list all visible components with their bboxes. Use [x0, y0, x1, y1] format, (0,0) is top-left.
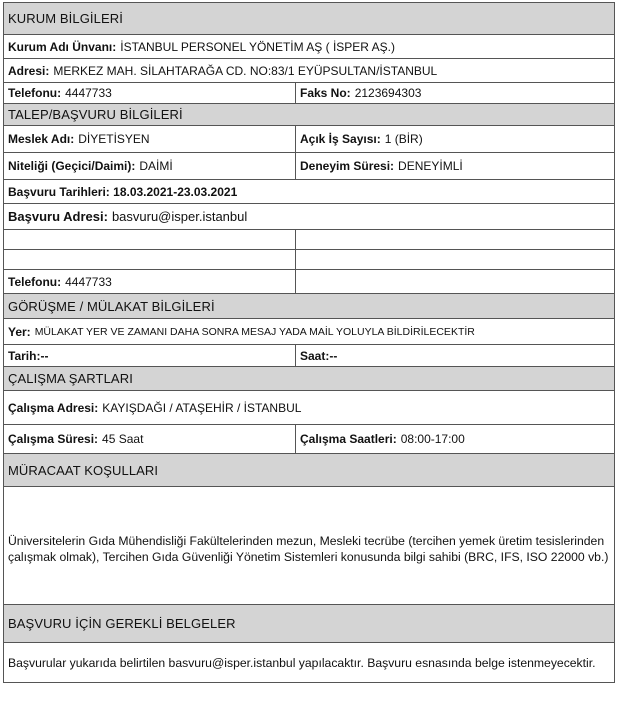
empty-cell — [296, 250, 614, 269]
section-title: BAŞVURU İÇİN GEREKLİ BELGELER — [8, 616, 236, 631]
field-deneyim — [296, 153, 614, 179]
field-saat — [296, 345, 614, 366]
row-basvuru-tarihleri — [3, 180, 615, 204]
section-title: TALEP/BAŞVURU BİLGİLERİ — [8, 107, 183, 122]
field-yer — [4, 319, 614, 344]
field-value: İSTANBUL PERSONEL YÖNETİM AŞ ( İSPER AŞ.) — [120, 39, 395, 54]
field-tarih — [4, 345, 296, 366]
row-muracaat-text — [3, 487, 615, 605]
row-meslek — [3, 126, 615, 153]
field-label: Yer: — [8, 324, 31, 339]
field-label: Çalışma Süresi: — [8, 432, 99, 446]
row-tarih-saat — [3, 345, 615, 367]
field-value: 4447733 — [65, 274, 112, 289]
field-value: DİYETİSYEN — [78, 132, 150, 146]
field-value: KAYIŞDAĞI / ATAŞEHİR / İSTANBUL — [102, 400, 302, 415]
application-form — [3, 2, 615, 683]
row-calisma-sure — [3, 425, 615, 454]
field-nitelik — [4, 153, 296, 179]
field-label: Meslek Adı: — [8, 132, 75, 146]
row-empty-2 — [3, 250, 615, 270]
section-header-calisma — [3, 367, 615, 391]
field-label: Niteliği (Geçici/Daimi): — [8, 159, 136, 173]
section-title: ÇALIŞMA ŞARTLARI — [8, 371, 133, 386]
field-basvuru-tarihleri — [4, 180, 614, 203]
field-calisma-saatleri — [296, 425, 614, 453]
belgeler-paragraph — [4, 643, 614, 682]
field-label: Çalışma Saatleri: — [300, 432, 397, 446]
muracaat-paragraph — [4, 487, 614, 604]
field-acik-is-sayisi — [296, 126, 614, 152]
row-basvuru-adresi — [3, 204, 615, 230]
field-kurum-adres — [4, 59, 614, 82]
row-yer — [3, 319, 615, 345]
section-title: MÜRACAAT KOŞULLARI — [8, 462, 159, 478]
field-label: Tarih:-- — [8, 348, 49, 363]
row-kurum-adi — [3, 35, 615, 59]
section-header-talep — [3, 104, 615, 126]
field-label: Adresi: — [8, 63, 50, 78]
section-title: KURUM BİLGİLERİ — [8, 11, 123, 26]
field-value: basvuru@isper.istanbul — [111, 209, 248, 224]
row-kurum-iletisim — [3, 83, 615, 104]
empty-cell — [4, 230, 296, 249]
field-label: Telefonu: — [8, 274, 62, 289]
section-header-gorusme — [3, 294, 615, 319]
field-value: 2123694303 — [354, 86, 422, 100]
field-value: 4447733 — [65, 86, 112, 100]
field-value: MÜLAKAT YER VE ZAMANI DAHA SONRA MESAJ YADA MAİL YOLUYLA BİLDİRİLECEKTİR — [34, 325, 475, 338]
section-title: GÖRÜŞME / MÜLAKAT BİLGİLERİ — [8, 298, 215, 314]
field-label: Açık İş Sayısı: — [300, 132, 381, 146]
field-value: MERKEZ MAH. SİLAHTARAĞA CD. NO:83/1 EYÜPSULTAN/İSTANBUL — [53, 63, 438, 78]
section-header-kurum — [3, 2, 615, 35]
field-label: Deneyim Süresi: — [300, 159, 395, 173]
row-kurum-adres — [3, 59, 615, 83]
field-value: DAİMİ — [139, 159, 173, 173]
field-value: 1 (BİR) — [384, 132, 423, 146]
field-label: Kurum Adı Ünvanı: — [8, 39, 117, 54]
field-label: Başvuru Adresi: — [8, 209, 108, 224]
field-label: Başvuru Tarihleri: 18.03.2021-23.03.2021 — [8, 184, 238, 199]
field-calisma-adresi — [4, 391, 614, 424]
field-label: Saat:-- — [300, 348, 338, 363]
field-value: 08:00-17:00 — [400, 432, 465, 446]
section-header-muracaat — [3, 454, 615, 487]
empty-cell — [296, 230, 614, 249]
row-belgeler-text — [3, 643, 615, 683]
field-kurum-faks — [296, 83, 614, 103]
field-talep-telefon — [4, 270, 296, 293]
empty-cell — [4, 250, 296, 269]
field-kurum-adi — [4, 35, 614, 58]
paragraph-text: Üniversitelerin Gıda Mühendisliği Fakültelerinden mezun, Mesleki tecrübe (tercihen yemek üretim tesislerinden çalışmak olmak), Tercihen Gıda Güvenliği Yönetim Sistemleri konusunda bilgi sahibi (BRC, IFS, ISO 22000 vb.) — [8, 533, 609, 564]
section-header-belgeler — [3, 605, 615, 643]
field-basvuru-adresi — [4, 204, 614, 229]
row-empty-1 — [3, 230, 615, 250]
field-label: Çalışma Adresi: — [8, 400, 99, 415]
row-talep-telefon — [3, 270, 615, 294]
row-nitelik — [3, 153, 615, 180]
field-label: Telefonu: — [8, 86, 62, 100]
row-calisma-adresi — [3, 391, 615, 425]
field-meslek-adi — [4, 126, 296, 152]
field-value: 45 Saat — [102, 432, 144, 446]
empty-cell — [296, 270, 614, 293]
field-calisma-suresi — [4, 425, 296, 453]
field-value: DENEYİMLİ — [398, 159, 463, 173]
field-kurum-telefon — [4, 83, 296, 103]
paragraph-text: Başvurular yukarıda belirtilen basvuru@isper.istanbul yapılacaktır. Başvuru esnasında belge istenmeyecektir. — [8, 655, 596, 670]
field-label: Faks No: — [300, 86, 351, 100]
